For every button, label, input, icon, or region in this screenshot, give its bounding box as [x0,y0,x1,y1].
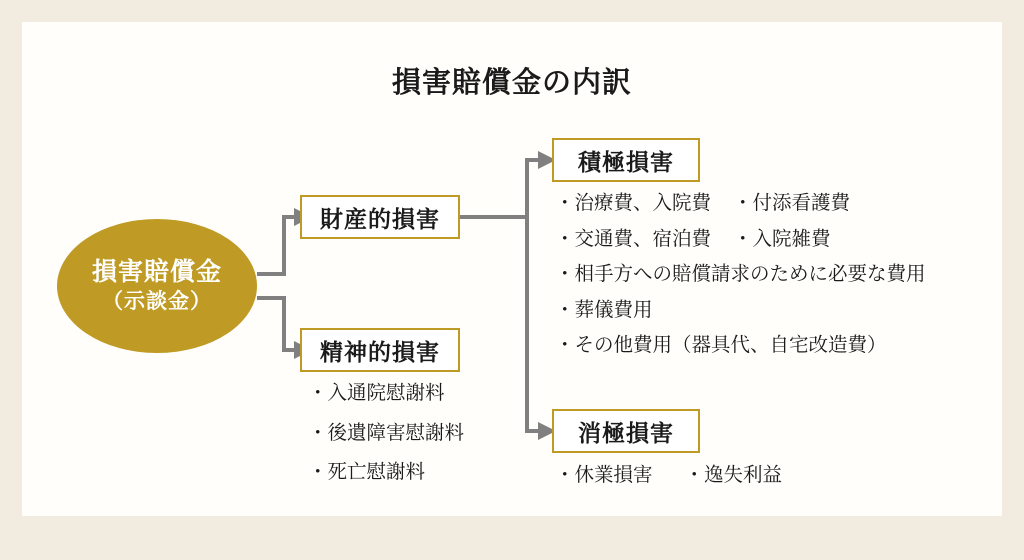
list-item: ・休業損害 [555,464,653,486]
list-item: ・付添看護費 [733,192,851,214]
list-item: ・入院雑費 [733,227,831,250]
list-active-damage-items [555,194,985,372]
list-item: ・後遺障害慰謝料 [308,421,465,444]
list-item-row [555,336,985,356]
list-item-row [555,298,985,321]
list-item-row [555,466,975,486]
list-item-row [308,421,538,444]
list-item: ・その他費用（器具代、自宅改造費） [555,334,887,356]
list-item: ・交通費、宿泊費 [555,227,712,250]
list-mental-damage-items [308,384,538,503]
list-item: ・入通院慰謝料 [308,382,445,404]
diagram-panel [22,22,1002,516]
node-mental-damage: 精神的損害 [300,328,460,372]
list-item-row [555,194,985,214]
list-item-row [308,384,538,404]
list-item: ・死亡慰謝料 [308,461,426,483]
node-root-line2: （示談金） [102,289,212,313]
list-item: ・逸失利益 [684,464,783,486]
node-root [57,219,257,353]
node-property-damage: 財産的損害 [300,195,460,239]
list-item: ・相手方への賠償請求のために必要な費用 [555,263,926,285]
list-item-row [308,463,538,483]
node-passive-damage: 消極損害 [552,409,700,453]
list-passive-damage-items [555,466,975,502]
list-item: ・治療費、入院費 [555,192,712,214]
page-title: 損害賠償金の内訳 [391,67,632,99]
node-active-damage: 積極損害 [552,138,700,182]
node-root-line1: 損害賠償金 [91,257,222,286]
list-item-row [555,227,985,250]
list-item: ・葬儀費用 [555,298,653,321]
list-item-row [555,265,985,285]
